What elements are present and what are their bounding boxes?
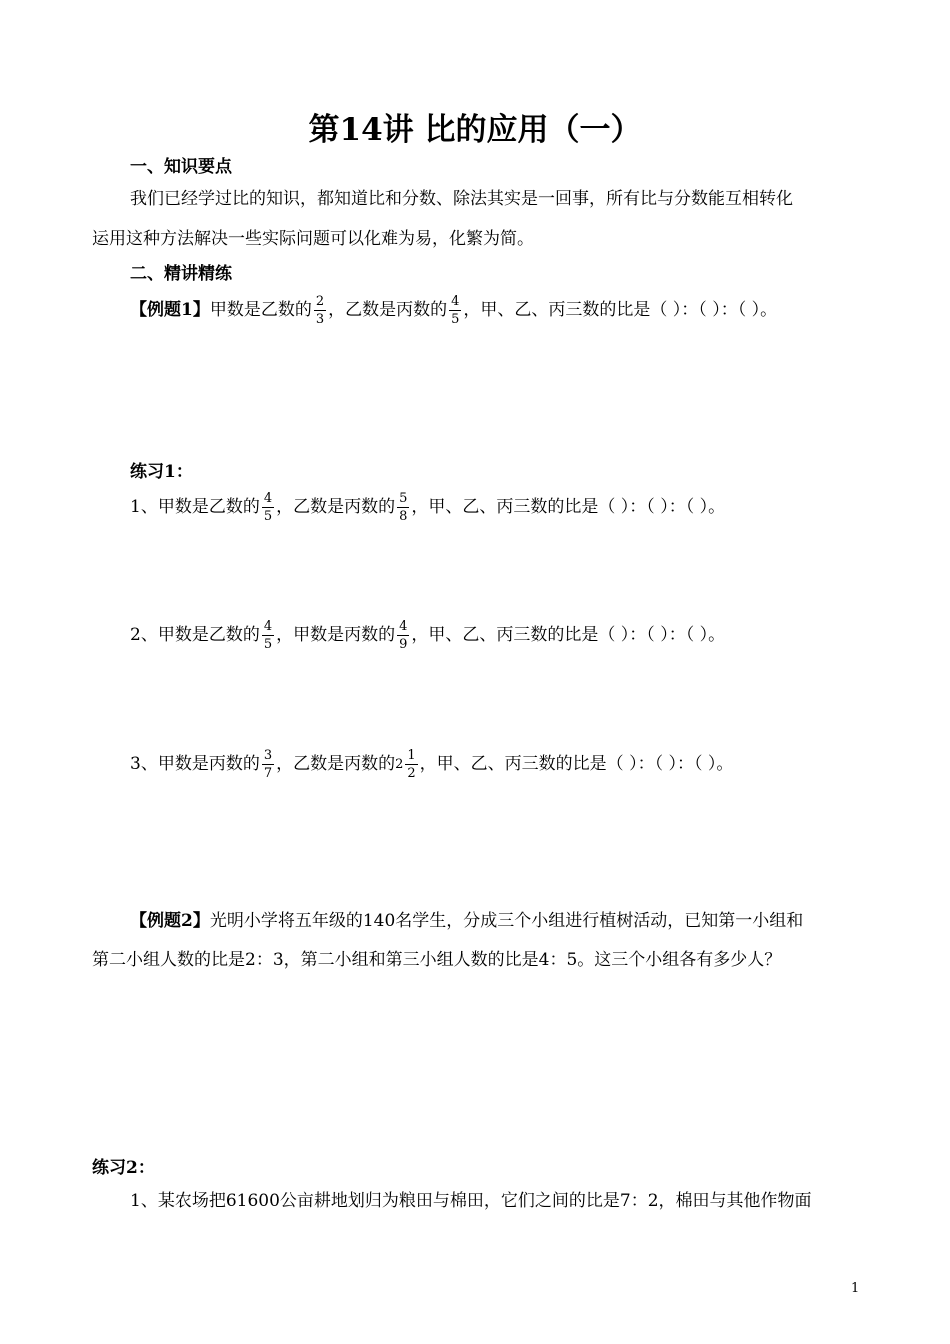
section-heading-knowledge: 一、知识要点 <box>130 157 232 177</box>
practice1-item2 <box>130 620 725 651</box>
item-fraction1 <box>262 492 274 523</box>
intro-paragraph-line1: 我们已经学过比的知识，都知道比和分数、除法其实是一回事，所有比与分数能互相转化 <box>130 189 793 209</box>
item-text-part1: 1、甲数是乙数的 <box>130 497 260 517</box>
practice1-heading: 练习1： <box>130 462 193 482</box>
example1-question <box>130 295 777 326</box>
example2-line1 <box>130 906 803 931</box>
fraction-numerator: 5 <box>399 491 408 506</box>
fraction-denominator: 5 <box>451 312 460 327</box>
fraction-numerator: 4 <box>399 619 408 634</box>
mixed-number-integer: 2 <box>395 757 404 772</box>
fraction-denominator: 7 <box>263 766 273 781</box>
page-number: 1 <box>851 1281 860 1296</box>
fraction-numerator: 4 <box>263 619 273 634</box>
example2-text-line1: 光明小学将五年级的140名学生，分成三个小组进行植树活动，已知第一小组和 <box>209 911 804 931</box>
fraction-numerator: 2 <box>315 294 325 309</box>
item-fraction1 <box>262 749 274 780</box>
example1-text-part1: 甲数是乙数的 <box>209 300 312 320</box>
fraction-numerator: 1 <box>407 748 416 763</box>
item-fraction2 <box>397 620 409 651</box>
practice1-item3 <box>130 749 733 780</box>
fraction-numerator: 4 <box>451 294 460 309</box>
item-text-part1: 2、甲数是乙数的 <box>130 625 260 645</box>
item-text-part3: ，甲、乙、丙三数的比是（ ）：（ ）：（ ）。 <box>411 625 726 645</box>
fraction-denominator: 3 <box>315 312 325 327</box>
item-text-part3: ，甲、乙、丙三数的比是（ ）：（ ）：（ ）。 <box>419 754 734 774</box>
example1-label: 【例题1】 <box>130 300 210 320</box>
practice1-item1 <box>130 492 725 523</box>
page-title: 第14讲 比的应用（一） <box>308 112 642 148</box>
practice2-heading: 练习2： <box>92 1158 155 1178</box>
example1-text-part3: ，甲、乙、丙三数的比是（ ）：（ ）：（ ）。 <box>463 300 778 320</box>
item-fraction2 <box>397 492 409 523</box>
section-heading-practice: 二、精讲精练 <box>130 264 232 284</box>
fraction-denominator: 9 <box>399 637 408 652</box>
example2-label: 【例题2】 <box>130 911 210 931</box>
intro-paragraph-line2: 运用这种方法解决一些实际问题可以化难为易，化繁为简。 <box>92 229 534 249</box>
practice2-item1: 1、某农场把61600公亩耕地划归为粮田与棉田，它们之间的比是7：2，棉田与其他作物面 <box>130 1191 812 1211</box>
item-fraction2 <box>405 749 417 780</box>
item-text-part1: 3、甲数是丙数的 <box>130 754 260 774</box>
fraction-numerator: 3 <box>263 748 273 763</box>
fraction-denominator: 2 <box>407 766 416 781</box>
fraction-denominator: 8 <box>399 509 408 524</box>
fraction-denominator: 5 <box>263 509 273 524</box>
fraction-numerator: 4 <box>263 491 273 506</box>
item-fraction1 <box>262 620 274 651</box>
item-text-part3: ，甲、乙、丙三数的比是（ ）：（ ）：（ ）。 <box>411 497 726 517</box>
item-text-part2: ，乙数是丙数的 <box>276 754 396 774</box>
example1-fraction1 <box>314 295 326 326</box>
item-text-part2: ，甲数是丙数的 <box>276 625 396 645</box>
example1-fraction2 <box>449 295 461 326</box>
example1-text-part2: ，乙数是丙数的 <box>328 300 448 320</box>
fraction-denominator: 5 <box>263 637 273 652</box>
item-text-part2: ，乙数是丙数的 <box>276 497 396 517</box>
example2-line2: 第二小组人数的比是2：3，第二小组和第三小组人数的比是4：5。这三个小组各有多少人？ <box>92 950 782 970</box>
